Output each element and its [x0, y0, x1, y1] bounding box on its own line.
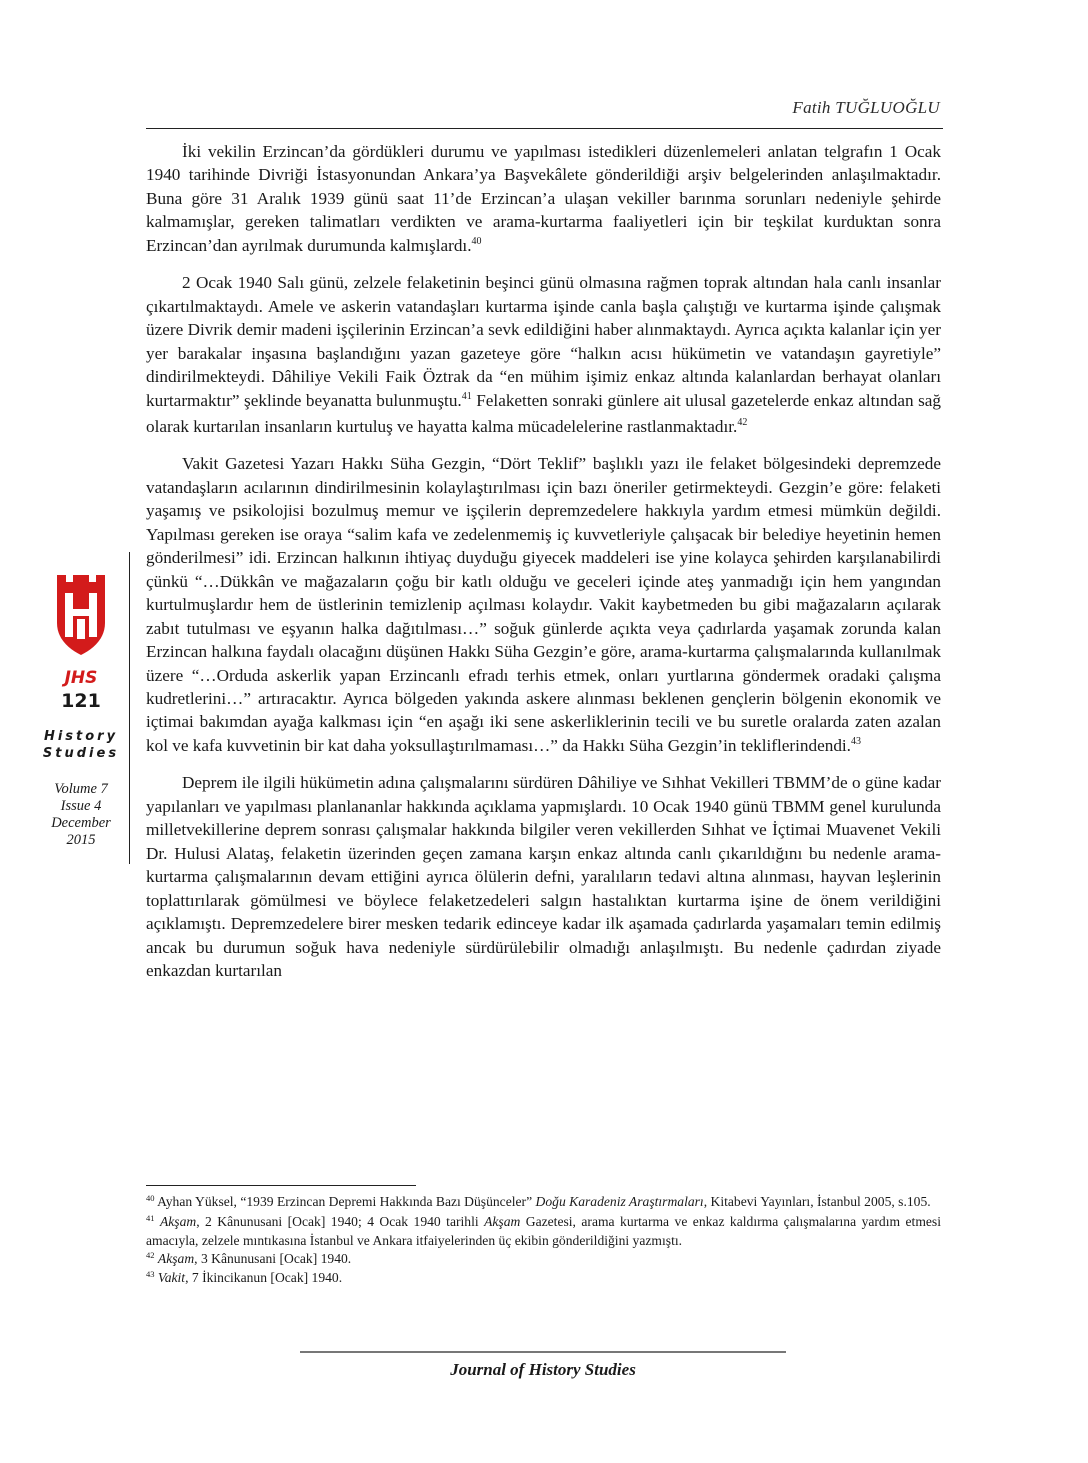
- paragraph: [146, 452, 941, 760]
- footer-rule: [300, 1351, 786, 1353]
- footnote-text: Gazetesi, arama kurtarma ve enkaz kaldırma çalışmalarına yardım etmesi amacıyla, zelzele mıntıkasına İstanbul ve Ankara itfaiyelerinden üç ekibin gönderildiğini yazmıştı.: [146, 1213, 941, 1248]
- footnote-number: 40: [146, 1193, 155, 1203]
- jhs-logo-icon: [53, 571, 109, 657]
- article-body: [146, 140, 941, 993]
- footnotes: [146, 1193, 941, 1289]
- footnote-number: 42: [146, 1249, 155, 1260]
- year: 2015: [66, 832, 96, 848]
- journal-sidebar: [38, 571, 124, 849]
- paragraph-text: Deprem ile ilgili hükümetin adına çalışmalarını sürdüren Dâhiliye ve Sıhhat Vekilleri TBMM’de o güne kadar yapılanları ve yapılması planlananlar hakkında açıklama yapmışlardı. 10 Ocak 1940 günü TBMM genel kurulunda milletvekillerine deprem sonrası çalışmalar hakkında bilgiler veren vekillerden Sıhhat ve İçtimai Muavenet Vekili Dr. Hulusi Alataş, felaketin üzerinden geçen zamana karşın enkaz altında canlı çıkarıldığını bu nedenle arama-kurtarma çalışmalarının devam ettiğini ayrıca ölülerin defni, yaralıların tedavi altına alınması, hayvan leşlerinin toplattırılarak gömülmesi ve böylece felaketzedeleri salgın hastalıktan kurtarma işine de önem verildiğini açıklamıştı. Depremzedelere birer mesken tedarik edinceye kadar ilk aşamada çadırlarda yaşamaları temin edilmiş ancak bu durumun soğuk hava nedeniyle sürdürülebilir olmadığı anlaşılmıştı. Bu nedenle çadırdan ziyade enkazdan kurtarılan: [146, 773, 941, 980]
- footnote-ref[interactable]: 40: [471, 235, 482, 247]
- footnote: [146, 1193, 941, 1213]
- paragraph: [146, 771, 941, 982]
- paragraph-text: Felaketten sonraki günlere ait ulusal gazetelerde enkaz altından sağ olarak kurtarılan insanların kurtuluş ve hayatta kalma mücadelelerine rastlanmaktadır.: [146, 390, 942, 436]
- footnote: [146, 1213, 941, 1250]
- issue: Issue 4: [60, 798, 102, 814]
- volume-info: [38, 781, 124, 849]
- journal-name-line: Studies: [42, 746, 120, 761]
- month: December: [51, 815, 111, 831]
- running-header-author: Fatih TUĞLUOĞLU: [792, 98, 940, 117]
- page-number: 121: [61, 690, 101, 712]
- footnote-text: , Kitabevi Yayınları, İstanbul 2005, s.105.: [703, 1194, 931, 1209]
- footnote-text: Ayhan Yüksel, “1939 Erzincan Depremi Hakkında Bazı Düşünceler”: [157, 1194, 536, 1209]
- footnote-italic: Akşam: [484, 1213, 521, 1229]
- header-rule: [146, 128, 943, 129]
- sidebar-rule: [129, 552, 130, 864]
- footnote-text: , 7 İkincikanun [Ocak] 1940.: [185, 1270, 343, 1285]
- journal-name-line: History: [43, 729, 119, 744]
- footnote: [146, 1269, 941, 1289]
- footnote: [146, 1250, 941, 1270]
- paragraph-text: Vakit Gazetesi Yazarı Hakkı Süha Gezgin, “Dört Teklif” başlıklı yazı ile felaket bölgesindeki depremzede vatandaşların acılarının dindirilmesinin kolaylaştırılması için bazı öneriler getirmekteydi. Gezgin’e göre: felaketi yaşamış ve psikolojisi bozulmuş memur ve işçilerin depremzedelere hakkıyla yardım etmesi mümkün değildi. Yapılması gereken ise oraya “salim kafa ve zedelenmemiş iç kuvvetleriyle çalışacak bir belediye heyetinin hemen gönderilmesi” idi. Erzincan halkının ihtiyaç duyduğu giyecek maddeleri ise yine kolayca şehirden karşılanabilirdi çünkü “…Dükkân ve mağazaların çoğu bir katlı olduğu ve geceleri içinde ateş yanmadığı için hem yangından kurtulmuşlardır hem de üstlerinin temizlenip açılması kolaydır. Vakit kaybetmeden bu gibi mağazaların açılarak zabıt tutulması ve eşyanın halka dağıtılması…” soğuk günlerde açıkta veya çadırlarda yaşamak zorunda kalan Erzincan halkına faydalı olacağını düşünen Hakkı Süha Gezgin’e göre, arama-kurtarma çalışmalarında kullanılmak üzere “…Orduda askerlik yapan Erzincanlı efradı terhis etmek, onları yurtlarına göndermek oradaki çalışma kudretlerini…” artıracaktır. Ayrıca bölgeden yakında askere alınması beklenen gençlerin bölgenin ekonomik ve içtimai bakımdan ayağa kalkması için “en aşağı iki sene askerliklerinin tecili ve bu suretle oralarda zaten azalan kol ve kafa kuvvetinin bir kat daha yoksullaştırılmaması…” da Hakkı Süha Gezgin’in tekliflerindendi.: [146, 454, 941, 755]
- footnote-italic: Akşam: [157, 1250, 195, 1266]
- footnote-rule: [146, 1185, 416, 1186]
- footnote-number: 43: [146, 1269, 155, 1279]
- footnote-ref[interactable]: 43: [850, 735, 861, 747]
- journal-name: [38, 728, 124, 762]
- paragraph: [146, 140, 941, 260]
- footnote-text: , 3 Kânunusani [Ocak] 1940.: [194, 1250, 352, 1266]
- footnote-italic: Doğu Karadeniz Araştırmaları: [535, 1194, 704, 1209]
- footnote-number: 41: [146, 1212, 155, 1223]
- volume: Volume 7: [54, 781, 108, 797]
- journal-footer: Journal of History Studies: [450, 1360, 636, 1379]
- footnote-ref[interactable]: 41: [461, 390, 472, 402]
- paragraph-text: İki vekilin Erzincan’da gördükleri durumu ve yapılması istedikleri düzenlemeleri anlatan telgrafın 1 Ocak 1940 tarihinde Divriği İstasyonundan Ankara’ya Başvekâlete gönderildiği arşiv belgelerinden anlaşılmaktadır. Buna göre 31 Aralık 1939 günü saat 11’de Erzincan’a ulaşan vekiller barınma sorunları nedeniyle şehirde kalmamışlar, gereken talimatları verdikten ve arama-kurtarma faaliyetleri için bir teşkilat kurduktan sonra Erzincan’dan ayrılmak durumunda kalmışlardı.: [146, 142, 941, 255]
- paragraph: [146, 271, 941, 441]
- footnote-italic: Akşam: [159, 1213, 197, 1229]
- paragraph-text: 2 Ocak 1940 Salı günü, zelzele felaketinin beşinci günü olmasına rağmen toprak altından hala canlı insanlar çıkartılmaktaydı. Amele ve askerin vatandaşları kurtarma işinde canla başla çalıştığı ve kurtarma işinde çalışmak üzere Divrik demir madeni işçilerinin Erzincan’a sevk edildiğini haber alınmaktaydı. Ayrıca açıkta kalanlar için yer yer barakalar inşasına başlandığını yazan gazeteye göre “halkın acısı hükümetin ve vatandaşın gayretiyle” dindirilmekteydi. Dâhiliye Vekili Faik Öztrak da “en mühim işimiz enkaz altında kalanlardan berhayat olanları kurtarmaktır” şeklinde beyanatta bulunmuştu.: [146, 273, 941, 410]
- logo-label: JHS: [64, 668, 98, 688]
- footnote-italic: Vakit: [157, 1270, 186, 1285]
- footnote-ref[interactable]: 42: [737, 416, 748, 428]
- footnote-text: , 2 Kânunusani [Ocak] 1940; 4 Ocak 1940 tarihli: [196, 1213, 485, 1229]
